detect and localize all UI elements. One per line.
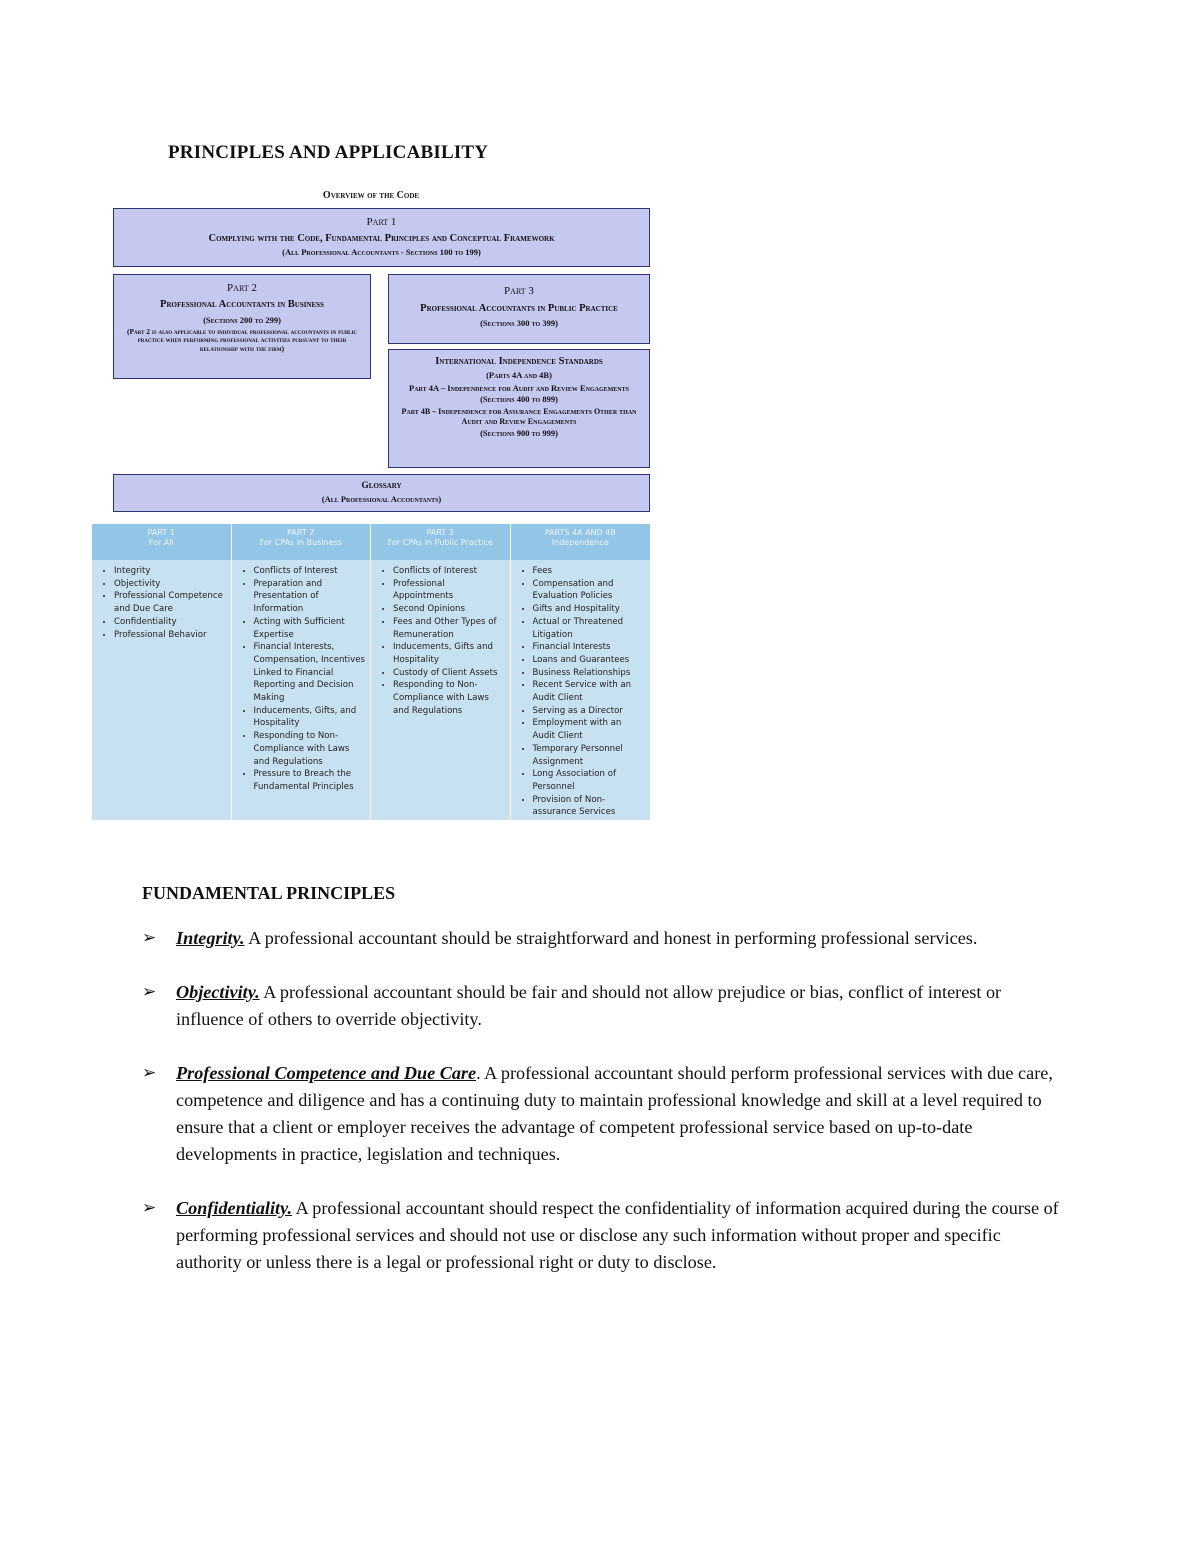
part1-title: Complying with the Code, Fundamental Principles and Conceptual Framework — [208, 232, 555, 244]
table-column — [92, 524, 232, 820]
part4a-sub: (Sections 400 to 899) — [480, 394, 558, 405]
list-item: • Professional Appointments — [393, 578, 506, 603]
column-header-sub: For CPAs in Business — [259, 538, 342, 548]
list-item: • Business Relationships — [533, 667, 647, 680]
arrow-bullet-icon: ➢ — [142, 1198, 157, 1218]
list-item: • Responding to Non-Compliance with Laws and Regulations — [393, 679, 506, 717]
part3-title: Professional Accountants in Public Practice — [420, 302, 618, 314]
column-header-sub: For All — [148, 538, 174, 548]
list-item: • Conflicts of Interest — [254, 565, 367, 578]
list-item: • Professional Competence and Due Care — [114, 590, 227, 615]
column-header-title: PARTS 4A AND 4B — [544, 528, 616, 537]
list-item: • Fees — [533, 565, 647, 578]
part1-label: Part 1 — [366, 216, 397, 228]
column-header-sub: For CPAs in Public Practice — [387, 538, 493, 548]
table-column — [232, 524, 372, 820]
part4a-title: Part 4A – Independence for Audit and Review Engagements — [409, 382, 629, 393]
part2-label: Part 2 — [227, 282, 257, 294]
section-heading: FUNDAMENTAL PRINCIPLES — [142, 883, 396, 903]
glossary-title: Glossary — [361, 481, 402, 491]
list-item: • Acting with Sufficient Expertise — [254, 616, 367, 641]
principle-item — [142, 1195, 1062, 1276]
principles-list — [142, 925, 1062, 1303]
column-header-title: PART 3 — [426, 528, 454, 537]
part3-box — [388, 274, 650, 344]
part1-sub: (All Professional Accountants - Sections 100 to 199) — [282, 246, 481, 257]
list-item: • Professional Behavior — [114, 629, 227, 642]
principle-text: A professional accountant should be straightforward and honest in performing professional services. — [244, 928, 978, 948]
list-item: • Gifts and Hospitality — [533, 603, 647, 616]
column-list — [92, 560, 231, 641]
principle-term: Confidentiality. — [176, 1198, 293, 1218]
principle-term: Objectivity. — [176, 982, 260, 1002]
part4b-sub: (Sections 900 to 999) — [480, 428, 558, 438]
part3-sub: (Sections 300 to 399) — [480, 317, 558, 328]
table-column — [371, 524, 511, 820]
list-item: • Temporary Personnel Assignment — [533, 743, 647, 768]
list-item: • Inducements, Gifts, and Hospitality — [254, 705, 367, 730]
list-item: • Fees and Other Types of Remuneration — [393, 616, 506, 641]
figure-title: Overview of the Code — [322, 190, 420, 201]
part2-title: Professional Accountants in Business — [160, 298, 324, 310]
list-item: • Loans and Guarantees — [533, 654, 647, 667]
list-item: • Employment with an Audit Client — [533, 717, 647, 742]
column-header-title: PART 2 — [287, 528, 315, 537]
list-item: • Pressure to Breach the Fundamental Principles — [254, 768, 367, 793]
column-header-sub: Independence — [551, 538, 609, 548]
arrow-bullet-icon: ➢ — [142, 1063, 157, 1083]
principle-text: . A professional accountant should perform professional services with due care, competence and diligence and has a continuing duty to maintain professional knowledge and skill at a level required to ensure that a client or employer receives the advantage of competent professional service based on up-to-date developments in practice, legislation and techniques. — [176, 1063, 1053, 1164]
arrow-bullet-icon: ➢ — [142, 982, 157, 1002]
principle-term: Integrity. — [176, 928, 245, 948]
list-item: • Recent Service with an Audit Client — [533, 679, 647, 704]
column-list — [511, 560, 651, 819]
part4b-title: Part 4B – Independence for Assurance Engagements Other than Audit and Review Engagements — [401, 407, 637, 426]
principle-term: Professional Competence and Due Care — [176, 1063, 477, 1083]
principle-text: A professional accountant should be fair and should not allow prejudice or bias, conflict of interest or influence of others to override objectivity. — [176, 982, 1002, 1029]
list-item: • Serving as a Director — [533, 705, 647, 718]
principle-item — [142, 1060, 1062, 1168]
column-list — [371, 560, 510, 717]
list-item: • Financial Interests, Compensation, Incentives Linked to Financial Reporting and Decision Making — [254, 641, 367, 705]
list-item: • Actual or Threatened Litigation — [533, 616, 647, 641]
principle-text: A professional accountant should respect the confidentiality of information acquired during the course of performing professional services and should not use or disclose any such information without proper and specific authority or unless there is a legal or professional right or duty to disclose. — [176, 1198, 1059, 1272]
column-list — [232, 560, 371, 794]
list-item: • Long Association of Personnel — [533, 768, 647, 793]
column-header — [232, 524, 371, 560]
glossary-box — [113, 474, 650, 512]
list-item: • Provision of Non-assurance Services — [533, 794, 647, 819]
independence-title: International Independence Standards — [435, 356, 603, 367]
column-header-title: PART 1 — [147, 528, 175, 537]
list-item: • Custody of Client Assets — [393, 667, 506, 680]
list-item: • Financial Interests — [533, 641, 647, 654]
code-overview-figure — [92, 186, 650, 820]
list-item: • Compensation and Evaluation Policies — [533, 578, 647, 603]
column-header — [511, 524, 651, 560]
principle-item — [142, 979, 1062, 1033]
part2-box — [113, 274, 371, 379]
page-title: PRINCIPLES AND APPLICABILITY — [168, 142, 489, 163]
part1-box — [113, 208, 650, 267]
column-header — [371, 524, 510, 560]
parts-table — [92, 524, 650, 820]
principle-item — [142, 925, 1062, 952]
part2-sub: (Sections 200 to 299) — [203, 314, 281, 325]
independence-sub: (Parts 4A and 4B) — [486, 370, 552, 381]
list-item: • Responding to Non-Compliance with Laws and Regulations — [254, 730, 367, 768]
arrow-bullet-icon: ➢ — [142, 928, 157, 948]
list-item: • Confidentiality — [114, 616, 227, 629]
list-item: • Second Opinions — [393, 603, 506, 616]
column-header — [92, 524, 231, 560]
part2-note: (Part 2 is also applicable to individual professional accountants in public practice when performing professional activities pursuant to their relationship with the firm) — [126, 326, 358, 353]
part3-label: Part 3 — [504, 285, 534, 297]
table-column — [511, 524, 651, 820]
list-item: • Integrity — [114, 565, 227, 578]
list-item: • Conflicts of Interest — [393, 565, 506, 578]
independence-box — [388, 349, 650, 468]
glossary-sub: (All Professional Accountants) — [321, 493, 442, 504]
list-item: • Inducements, Gifts and Hospitality — [393, 641, 506, 666]
list-item: • Objectivity — [114, 578, 227, 591]
list-item: • Preparation and Presentation of Information — [254, 578, 367, 616]
